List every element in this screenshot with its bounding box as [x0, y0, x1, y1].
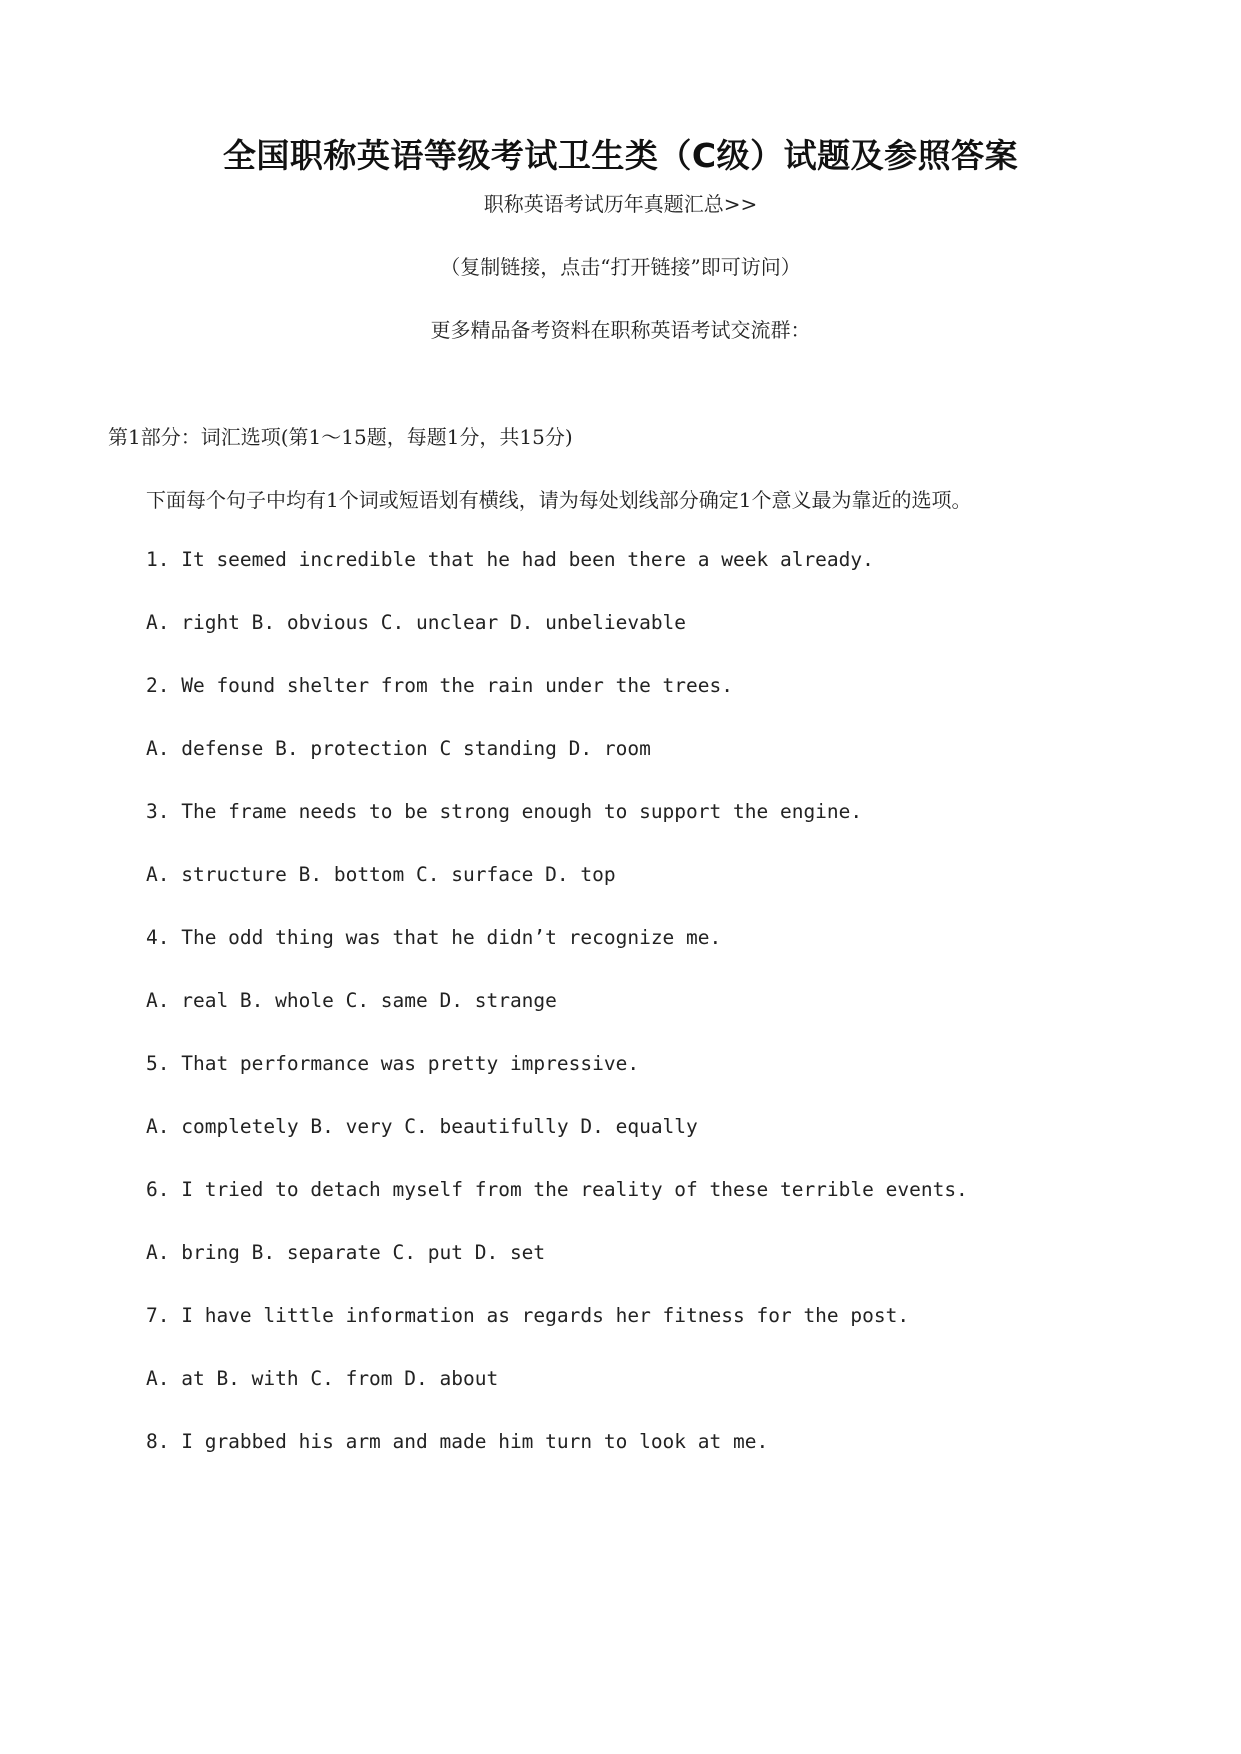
question-text: 6. I tried to detach myself from the reality of these terrible events.: [146, 1178, 968, 1201]
study-group-note: 更多精品备考资料在职称英语考试交流群：: [430, 318, 811, 342]
question-text: 8. I grabbed his arm and made him turn to look at me.: [146, 1430, 769, 1453]
exam-archive-link[interactable]: 职称英语考试历年真题汇总>>: [483, 192, 758, 216]
section-instructions: 下面每个句子中均有1个词或短语划有横线，请为每处划线部分确定1个意义最为靠近的选项。: [146, 488, 972, 512]
question-text: 1. It seemed incredible that he had been there a week already.: [146, 548, 874, 571]
answer-options: A. at B. with C. from D. about: [146, 1367, 499, 1390]
answer-options: A. real B. whole C. same D. strange: [146, 989, 557, 1012]
section-heading: 第1部分：词汇选项(第1～15题，每题1分，共15分): [108, 425, 573, 449]
question-text: 5. That performance was pretty impressive.: [146, 1052, 640, 1075]
answer-options: A. defense B. protection C standing D. room: [146, 737, 651, 760]
answer-options: A. completely B. very C. beautifully D. equally: [146, 1115, 698, 1138]
question-text: 2. We found shelter from the rain under the trees.: [146, 674, 733, 697]
question-text: 3. The frame needs to be strong enough to support the engine.: [146, 800, 863, 823]
answer-options: A. structure B. bottom C. surface D. top: [146, 863, 616, 886]
question-text: 7. I have little information as regards her fitness for the post.: [146, 1304, 910, 1327]
link-instruction: （复制链接，点击“打开链接”即可访问）: [440, 255, 801, 279]
answer-options: A. bring B. separate C. put D. set: [146, 1241, 546, 1264]
question-text: 4. The odd thing was that he didn’t recognize me.: [146, 926, 722, 949]
answer-options: A. right B. obvious C. unclear D. unbelievable: [146, 611, 687, 634]
document-title: 全国职称英语等级考试卫生类（C级）试题及参照答案: [222, 136, 1019, 175]
